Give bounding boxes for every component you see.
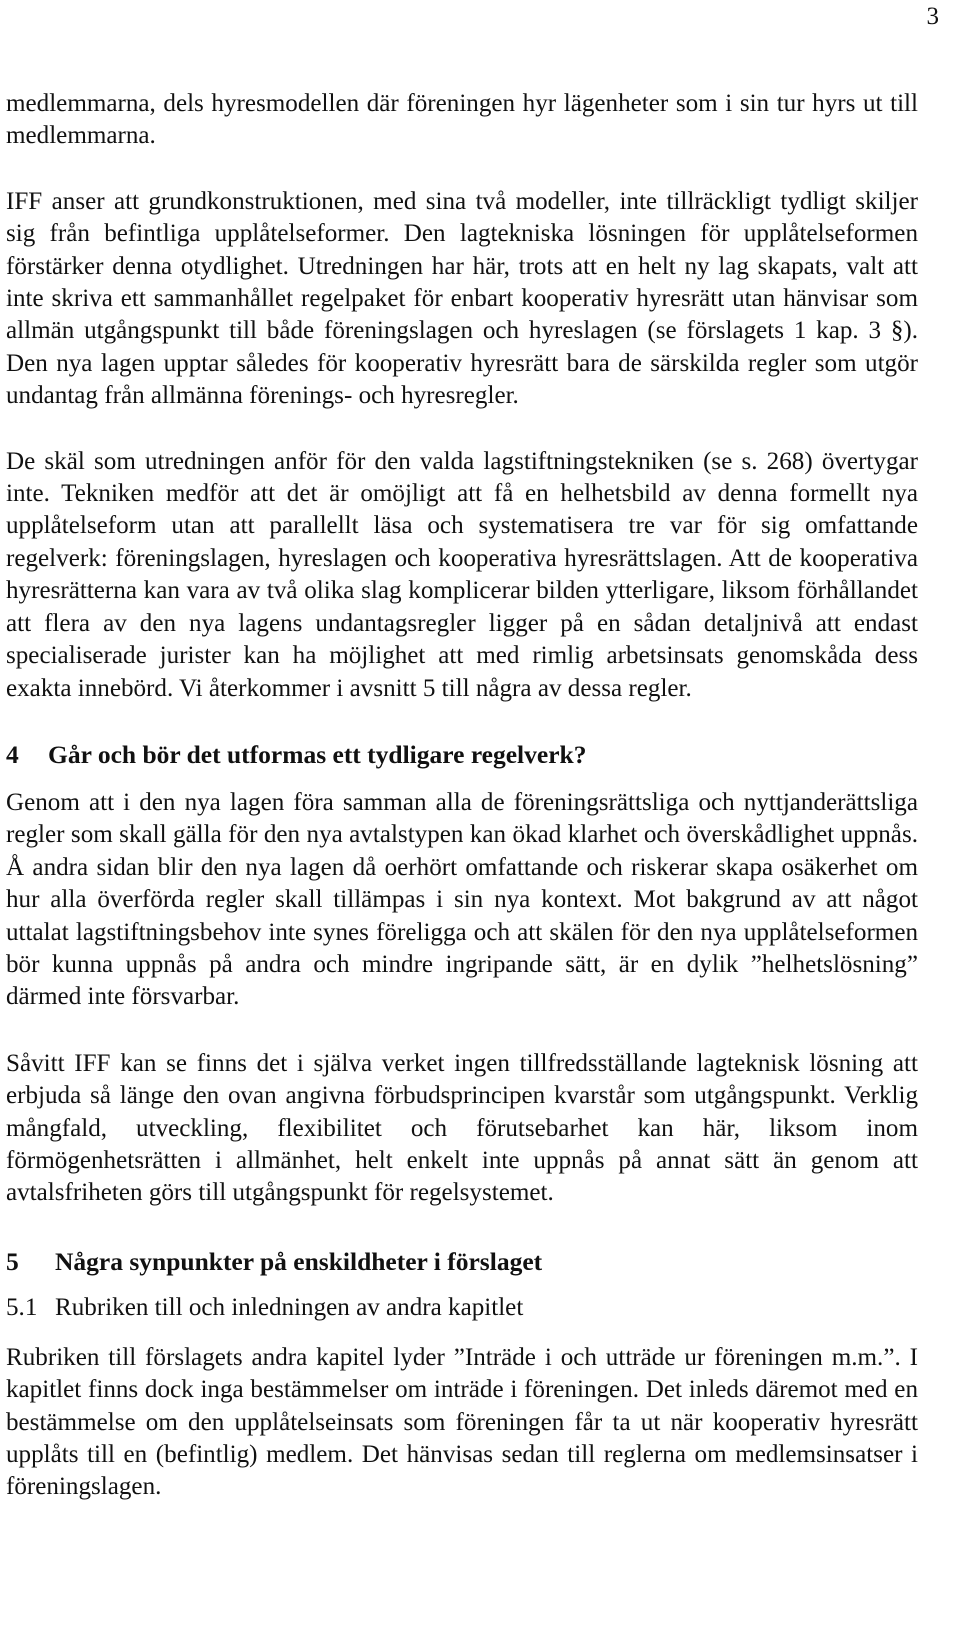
- subsection-number: 5.1: [6, 1293, 38, 1321]
- page-number: 3: [926, 3, 939, 30]
- section-heading-5: [6, 1246, 918, 1278]
- document-body: [6, 88, 918, 1504]
- section-number: 5: [6, 1246, 19, 1276]
- section-number: 4: [6, 739, 19, 769]
- paragraph-iff-construction: IFF anser att grundkonstruktionen, med sina två modeller, inte tillräckligt tydligt skiljer sig från befintliga upplåtelseformer. Den lagtekniska lösningen för upplåtelseformen förstärker denna otydlighet. Utredningen har här, trots att en helt ny lag skapats, valt att inte skriva ett sammanhållet regelpaket för enbart kooperativ hyresrätt utan hänvisar som allmän utgångspunkt till både föreningslagen och hyreslagen (se förslagets 1 kap. 3 §). Den nya lagen upptar således för kooperativ hyresrätt bara de särskilda regler som utgör undantag från allmänna förenings- och hyresregler.: [6, 187, 918, 410]
- paragraph-contract-freedom: Såvitt IFF kan se finns det i själva verket ingen tillfredsställande lagteknisk lösning att erbjuda så länge den ovan angivna förbudsprincipen kvarstår som utgångspunkt. Verklig mångfald, utveckling, flexibilitet och förutsebarhet kan här, liksom inom förmögenhetsrätten i allmänhet, helt enkelt inte uppnås på annat sätt än genom att avtalsfriheten görs till utgångspunkt för regelsystemet.: [6, 1049, 918, 1207]
- section-title: Några synpunkter på enskildheter i förslaget: [55, 1246, 543, 1276]
- paragraph-continuation: medlemmarna, dels hyresmodellen där föreningen hyr lägenheter som i sin tur hyrs ut till medlemmarna.: [6, 90, 918, 150]
- section-heading-4: [6, 739, 918, 771]
- subsection-heading-5-1: [6, 1292, 918, 1324]
- paragraph-chapter-two-heading: Rubriken till förslagets andra kapitel lyder ”Inträde i och utträde ur föreningen m.m.”. I kapitlet finns dock inga bestämmelser om inträde i föreningen. Det inleds däremot med en bestämmelse om den upplåtelseinsats som föreningen får ta ut när kooperativ hyresrätt upplåts till en (befintlig) medlem. Det hänvisas sedan till reglerna om medlemsinsatser i föreningslagen.: [6, 1343, 918, 1501]
- subsection-title: Rubriken till och inledningen av andra kapitlet: [55, 1293, 524, 1321]
- paragraph-holistic-solution: Genom att i den nya lagen föra samman alla de föreningsrättsliga och nyttjanderättsliga regler som skall gälla för den nya avtalstypen kan ökad klarhet och överskådlighet uppnås. Å andra sidan blir den nya lagen då oerhört omfattande och riskerar skapa osäkerhet om hur alla överförda regler skall tillämpas i sin nya kontext. Mot bakgrund av att något uttalat lagstiftningsbehov inte synes föreligga och att skälen för den nya upplåtelseformen bör kunna uppnås på andra och mindre ingripande sätt, är en dylik ”helhetslösning” därmed inte försvarbar.: [6, 788, 918, 1011]
- section-title: Går och bör det utformas ett tydligare regelverk?: [48, 739, 587, 769]
- paragraph-legislative-technique: De skäl som utredningen anför för den valda lagstiftningstekniken (se s. 268) övertygar inte. Tekniken medför att det är omöjligt att få en helhetsbild av denna formellt nya upplåtelseform utan att parallellt läsa och systematisera tre var för sig omfattande regelverk: föreningslagen, hyreslagen och kooperativa hyresrättslagen. Att de kooperativa hyresrätterna kan vara av två olika slag komplicerar bilden ytterligare, liksom förhållandet att flera av den nya lagens undantagsregler ligger på en sådan detaljnivå att endast specialiserade jurister kan ha möjlighet att med rimlig arbetsinsats genomskåda dess exakta innebörd. Vi återkommer i avsnitt 5 till några av dessa regler.: [6, 447, 918, 702]
